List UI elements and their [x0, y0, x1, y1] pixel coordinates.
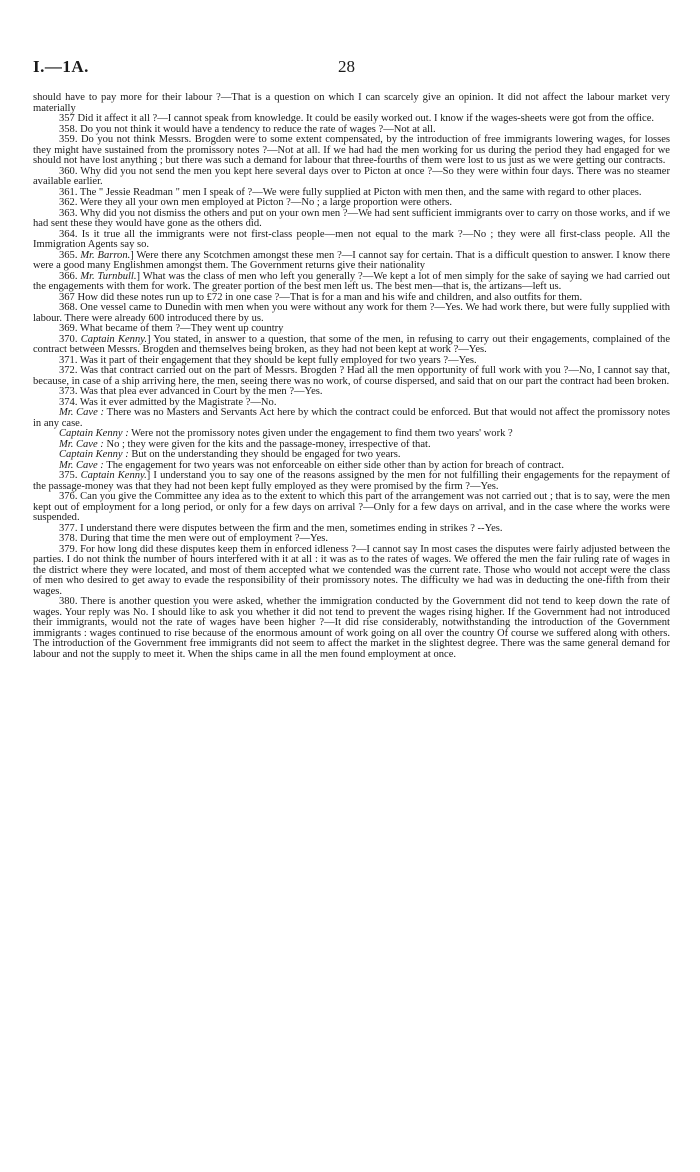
speaker-name: Mr. Barron.: [80, 249, 131, 261]
paragraph-text: The engagement for two years was not enforceable on either side other than by action for breach of contract.: [103, 459, 564, 471]
paragraph: [33, 597, 670, 660]
paragraph-text: But on the understanding they should be engaged for two years.: [128, 449, 401, 460]
question-number: 366.: [59, 270, 81, 282]
paragraph: [33, 408, 670, 429]
paragraph: [33, 272, 670, 293]
paragraph-text: ] You stated, in answer to a question, that some of the men, in refusing to carry out their engagements, complained of the contract between Messrs. Brogden and themselves being broken, as they had not been kept at work ?—Yes.: [33, 333, 670, 355]
paragraph: [33, 93, 670, 114]
paragraph: [33, 471, 670, 492]
paragraph: [33, 167, 670, 188]
paragraph-text: 373. Was that plea ever advanced in Court by the men ?—Yes.: [59, 386, 323, 397]
paragraph-text: 378. During that time the men were out of employment ?—Yes.: [59, 533, 328, 544]
paragraph-text: 359. Do you not think Messrs. Brogden were to some extent compensated, by the introduction of free immigrants lowering wages, for losses they might have sustained from the promissory notes ?—Not at all. If we had had the men working for us during the period they had engaged for we should not have lost anything ; but there was such a demand for labour that three-fourths of them were lost to us just as we were getting our contracts.: [33, 134, 670, 166]
speaker-name: Captain Kenny.: [80, 333, 147, 345]
paragraph-text: 363. Why did you not dismiss the others and put on your own men ?—We had sent sufficient immigrants over to carry on those works, and if we had sent these they would have gone as the others did.: [33, 207, 670, 229]
paragraph-text: 374. Was it ever admitted by the Magistrate ?—No.: [59, 396, 277, 408]
paragraph-text: 369. What became of them ?—They went up country: [59, 323, 284, 334]
question-number: 365.: [59, 249, 81, 261]
speaker-name: Captain Kenny :: [59, 428, 129, 439]
paragraph-text: 362. Were they all your own men employed at Picton ?—No ; a large proportion were others.: [59, 197, 452, 208]
paragraph-text: 372. Was that contract carried out on the part of Messrs. Brogden ? Had all the men opportunity of full work with you ?—No, I cannot say that, because, in case of a ship arriving here, the men, seeing there was no work, of course dispersed, and said that on our part the contract had been broken.: [33, 365, 670, 387]
paragraph-text: ] What was the class of men who left you generally ?—We kept a lot of men simply for the sake of saying we had carried out the engagements with them for work. The greater portion of the best men left us. The best men—that is, the artizans—left us.: [33, 270, 670, 292]
paragraph: [33, 135, 670, 167]
paragraph-text: 379. For how long did these disputes keep them in enforced idleness ?—I cannot say In most cases the disputes were fairly adjusted between the parties. I do not think the number of hours interfered with it at all : it was as to the rates of wages. We offered the men the fair ruling rate of wages in the district where they were located, and most of them accepted what we contended was the current rate. Those who would not accept were the class of men who desired to get away to evade the responsibility of their promissory notes. The difficulty we had was in deducting the one-fifth from their wages.: [33, 543, 670, 597]
page-number: 28: [338, 57, 355, 76]
page-header: [33, 57, 668, 77]
paragraph-text: ] Were there any Scotchmen amongst these men ?—I cannot say for certain. That is a difficult question to answer. I know there were a good many Englishmen amongst them. The Government returns give their nationality: [33, 249, 671, 271]
paragraph: [33, 209, 670, 230]
question-number: 370.: [59, 333, 81, 345]
document-reference: I.—1A.: [33, 57, 89, 76]
paragraph-text: There was no Masters and Servants Act here by which the contract could be enforced. But that would not affect the promissory notes in any case.: [33, 407, 670, 429]
document-body: [33, 93, 670, 660]
paragraph-text: 357 Did it affect it all ?—I cannot speak from knowledge. It could be easily worked out. I know if the wages-sheets were got from the office.: [59, 113, 655, 124]
paragraph: [33, 251, 670, 272]
question-number: 375.: [59, 470, 81, 481]
paragraph-text: 358. Do you not think it would have a tendency to reduce the rate of wages ?—Not at all.: [59, 123, 436, 135]
paragraph: [33, 492, 670, 524]
paragraph-text: ] I understand you to say one of the reasons assigned by the men for not fulfilling their engagements for the repayment of the passage-money was that they had not been kept fully employed as they were promised by the firm ?—Yes.: [33, 470, 671, 492]
paragraph: [33, 545, 670, 598]
speaker-name: Mr. Cave :: [59, 459, 104, 471]
paragraph: [33, 303, 670, 324]
speaker-name: Captain Kenny.: [80, 470, 147, 481]
paragraph-text: 380. There is another question you were asked, whether the immigration conducted by the Government did not tend to keep down the rate of wages. Your reply was No. I should like to ask you whether it did not tend to prevent the wages rising higher. If the Government had not introduced their immigrants, would not the rate of wages have been higher ?—It did rise considerably, notwithstanding the introduction of the Government immigrants : wages continued to rise because of the enormous amount of work going on all over the country Of course we suffered along with others. The introduction of the Government free immigrants did not seem to affect the market in the slightest degree. There was the same general demand for labour and not the supply to meet it. When the ships came in all the men found employment at once.: [33, 596, 670, 660]
paragraph: [33, 366, 670, 387]
paragraph-text: 367 How did these notes run up to £72 in one case ?—That is for a man and his wife and children, and also outfits for them.: [59, 291, 583, 303]
paragraph-text: should have to pay more for their labour ?—That is a question on which I can scarcely give an opinion. It did not affect the labour market very materially: [33, 92, 670, 114]
paragraph-text: No ; they were given for the kits and the passage-money, irrespective of that.: [103, 438, 431, 450]
paragraph: [33, 230, 670, 251]
paragraph-text: 361. The " Jessie Readman " men I speak of ?—We were fully supplied at Picton with men then, and the same with regard to other places.: [59, 186, 642, 198]
paragraph-text: 360. Why did you not send the men you kept here several days over to Picton at once ?—So they were within four days. There was no steamer available earlier.: [33, 165, 670, 187]
paragraph: [33, 335, 670, 356]
paragraph-text: 368. One vessel came to Dunedin with men when you were without any work for them ?—Yes. We had work there, but were fully supplied with labour. There were already 600 introduced there by us.: [33, 302, 670, 324]
speaker-name: Mr. Turnbull.: [80, 270, 137, 282]
speaker-name: Captain Kenny :: [59, 449, 129, 460]
paragraph-text: 371. Was it part of their engagement that they should be kept fully employed for two years ?—Yes.: [59, 354, 477, 366]
speaker-name: Mr. Cave :: [59, 407, 105, 418]
paragraph-text: 364. Is it true all the immigrants were not first-class people—men not equal to the mark ?—No ; they were all first-class people. All the Immigration Agents say so.: [33, 228, 670, 250]
speaker-name: Mr. Cave :: [59, 438, 104, 450]
paragraph-text: 376. Can you give the Committee any idea as to the extent to which this part of the arrangement was not carried out ; that is to say, were the men kept out of employment for a long period, or only for a few days on arrival ?—Only for a few days on arrival, and in the case where the works were suspended.: [33, 491, 670, 523]
paragraph-text: Were not the promissory notes given under the engagement to find them two years' work ?: [128, 428, 513, 439]
paragraph-text: 377. I understand there were disputes between the firm and the men, sometimes ending in strikes ? --Yes.: [59, 522, 503, 534]
